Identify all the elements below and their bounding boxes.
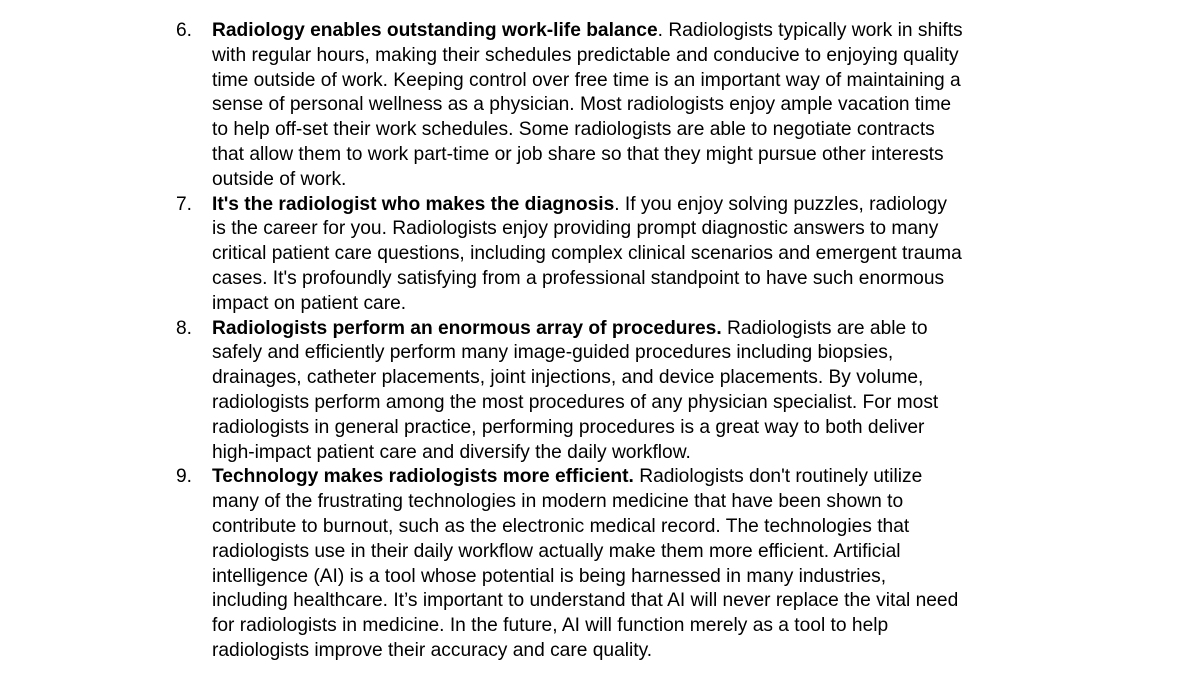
item-text-line: intelligence (AI) is a tool whose potential is being harnessed in many industries, [212,565,887,587]
item-text-line: for radiologists in medicine. In the future, AI will function merely as a tool to help [212,615,889,637]
item-text-line: time outside of work. Keeping control over free time is an important way of maintaining a [212,69,961,91]
item-text-line: sense of personal wellness as a physician. Most radiologists enjoy ample vacation time [212,94,952,116]
item-number: 6. [176,20,193,41]
item-text-line: contribute to burnout, such as the electronic medical record. The technologies that [212,515,910,537]
item-number: 9. [176,466,193,488]
item-text-line: radiologists perform among the most procedures of any physician specialist. For most [212,391,939,413]
item-text-line: cases. It's profoundly satisfying from a professional standpoint to have such enormous [212,267,945,289]
item-first-line-text: Radiologists don't routinely utilize [633,466,923,488]
list-item [0,317,1072,466]
item-text-line: that allow them to work part-time or job share so that they might pursue other interests [212,143,944,165]
item-first-line [212,465,1072,490]
item-first-line-text: . Radiologists typically work in shifts [657,20,963,41]
item-text-line: high-impact patient care and diversify the daily workflow. [212,441,691,463]
item-heading: It's the radiologist who makes the diagnosis [212,193,615,215]
item-first-line [212,317,1072,342]
item-first-line [212,19,1072,44]
item-number: 8. [176,317,193,339]
item-text-line: is the career for you. Radiologists enjoy providing prompt diagnostic answers to many [212,218,939,240]
item-first-line-text: Radiologists are able to [721,317,928,339]
list-item [0,19,1072,193]
item-text-line: safely and efficiently perform many image-guided procedures including biopsies, [212,342,894,364]
item-first-line-text: . If you enjoy solving puzzles, radiology [614,193,948,215]
item-text-line: outside of work. [212,168,347,190]
item-heading: Radiologists perform an enormous array of procedures. [212,317,722,339]
numbered-list [0,19,1200,664]
item-first-line [212,193,1072,218]
item-text-line: drainages, catheter placements, joint injections, and device placements. By volume, [212,367,924,389]
item-text-line: impact on patient care. [212,292,407,314]
item-text-line: many of the frustrating technologies in modern medicine that have been shown to [212,491,904,513]
list-item [0,465,1072,663]
item-text-line: radiologists in general practice, performing procedures is a great way to both deliver [212,416,925,438]
item-text-line: radiologists use in their daily workflow actually make them more efficient. Artificial [212,540,901,562]
item-heading: Radiology enables outstanding work-life balance [212,20,658,41]
item-text-line: with regular hours, making their schedules predictable and conducive to enjoying quality [212,44,959,66]
document-page [0,19,1200,664]
item-number: 7. [176,193,193,215]
item-text-line: radiologists improve their accuracy and care quality. [212,639,653,661]
list-item [0,193,1072,317]
item-text-line: to help off-set their work schedules. Some radiologists are able to negotiate contracts [212,119,935,141]
item-heading: Technology makes radiologists more efficient. [212,466,634,488]
item-text-line: critical patient care questions, including complex clinical scenarios and emergent trauma [212,243,962,265]
item-text-line: including healthcare. It’s important to understand that AI will never replace the vital need [212,590,959,612]
